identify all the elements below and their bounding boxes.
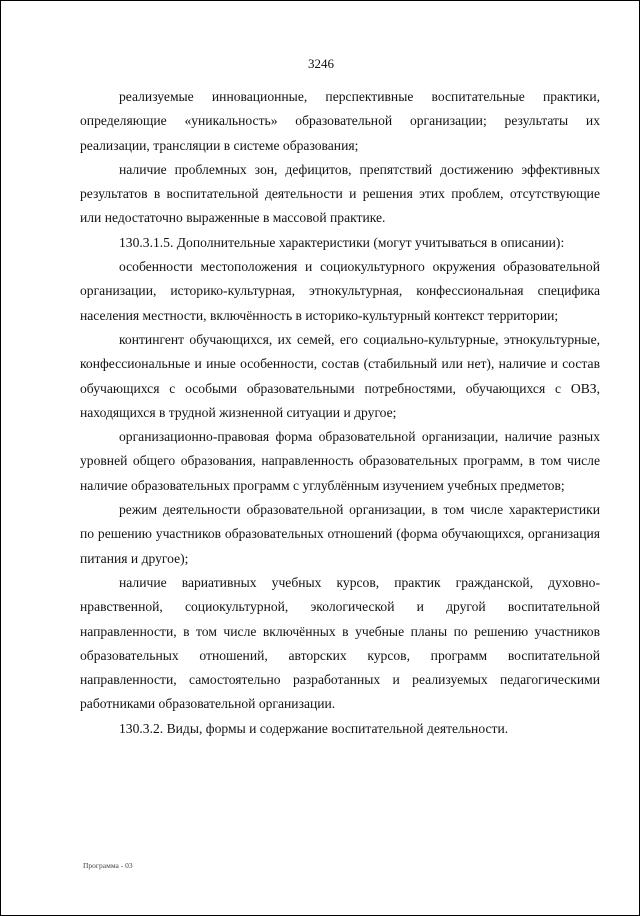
paragraph: наличие вариативных учебных курсов, практик гражданской, духовно-нравственной, социокультурной, экологической и другой воспитательной направленности, в том числе включённых в учебные планы по решению участников образовательных отношений, авторских курсов, программ воспитательной направленности, самостоятельно разработанных и реализуемых педагогическими работниками образовательной организации. xyxy=(80,574,600,712)
paragraph: режим деятельности образовательной организации, в том числе характеристики по решению участников образовательных отношений (форма обучающихся, организация питания и другое); xyxy=(80,502,600,566)
document-body xyxy=(80,85,600,741)
paragraph: наличие проблемных зон, дефицитов, препятствий достижению эффективных результатов в воспитательной деятельности и решения этих проблем, отсутствующие или недостаточно выраженные в массовой практике. xyxy=(80,161,600,226)
paragraph: 130.3.2. Виды, формы и содержание воспитательной деятельности. xyxy=(119,720,509,736)
page-footer: Программа - 03 xyxy=(83,861,133,870)
paragraph: особенности местоположения и социокультурного окружения образовательной организации, историко-культурная, этнокультурная, конфессиональная специфика населения местности, включённость в историко-культурный контекст территории; xyxy=(80,259,600,323)
page-number: 3246 xyxy=(308,56,334,71)
paragraph: контингент обучающихся, их семей, его социально-культурные, этнокультурные, конфессиональные и иные особенности, состав (стабильный или нет), наличие и состав обучающихся с особыми образовательными потребностями, обучающихся с ОВЗ, находящихся в трудной жизненной ситуации и другое; xyxy=(80,331,600,420)
paragraph: 130.3.1.5. Дополнительные характеристики (могут учитываться в описании): xyxy=(119,234,565,250)
paragraph: организационно-правовая форма образовательной организации, наличие разных уровней общего образования, направленность образовательных программ, в том числе наличие образовательных программ с углублённым изучением учебных предметов; xyxy=(80,429,600,493)
paragraph: реализуемые инновационные, перспективные воспитательные практики, определяющие «уникальность» образовательной организации; результаты их реализации, трансляции в системе образования; xyxy=(80,89,600,153)
